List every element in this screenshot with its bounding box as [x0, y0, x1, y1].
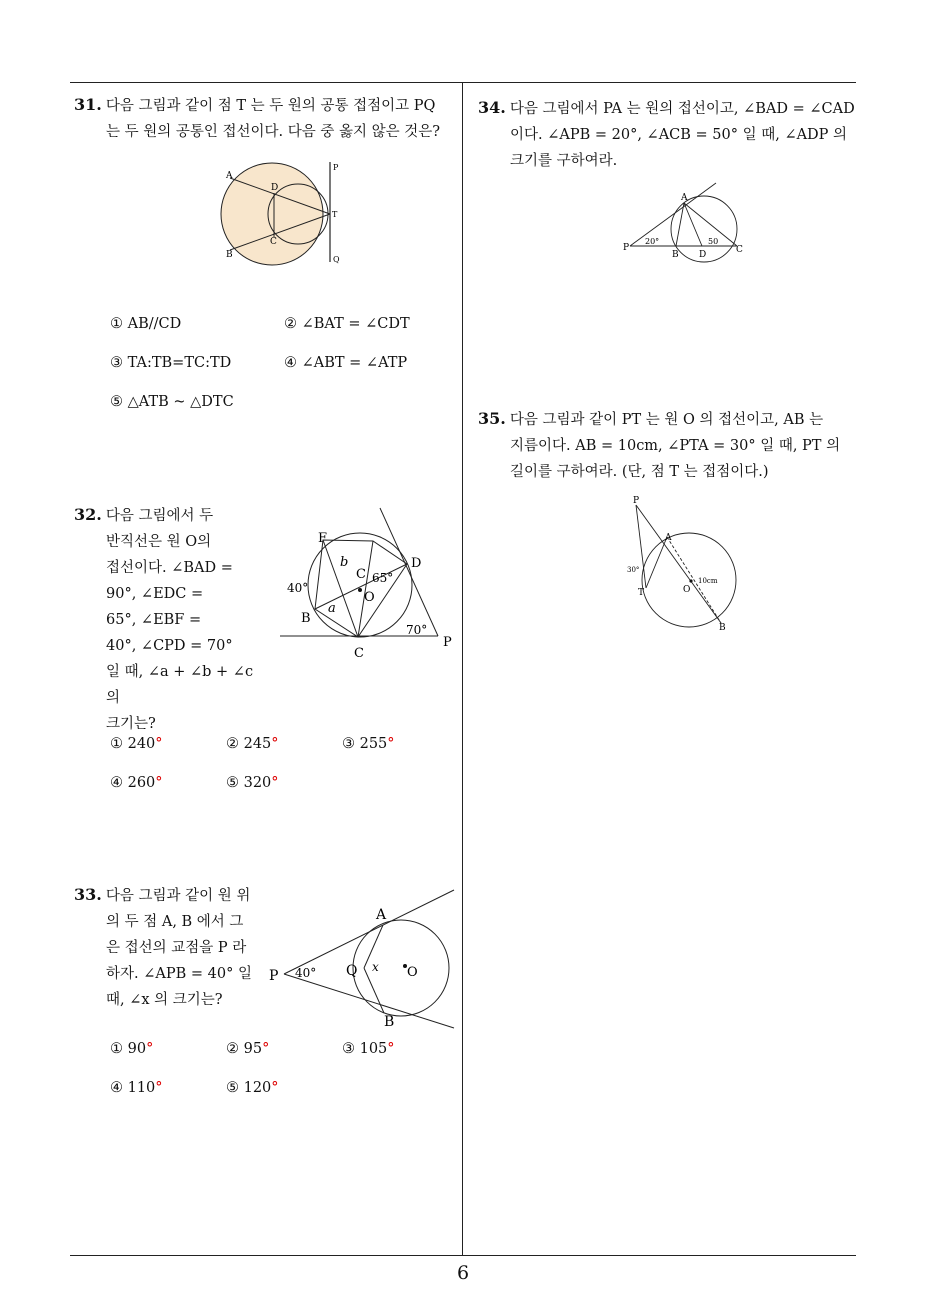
q35-label-P: P [633, 496, 640, 506]
q32-label-O: O [364, 590, 375, 605]
q35-label-30: 30° [627, 566, 640, 574]
degree-mark: ° [155, 1080, 163, 1096]
q32-option-4[interactable]: ④ 260° [110, 775, 163, 791]
q35-label-T: T [638, 588, 645, 598]
degree-mark: ° [387, 1041, 395, 1057]
top-rule [70, 82, 856, 83]
q32-label-P: P [443, 635, 452, 650]
q32-option-1[interactable]: ① 240° [110, 736, 163, 752]
q31-option-3[interactable]: ③ TA:TB=TC:TD [110, 355, 232, 371]
q33-label-O: O [407, 965, 418, 980]
q34-label-D: D [699, 250, 707, 260]
q31-option-5[interactable]: ⑤ △ATB ~ △DTC [110, 394, 234, 410]
degree-mark: ° [146, 1041, 154, 1057]
column-divider [462, 82, 463, 1256]
q31-line2: 는 두 원의 공통인 접선이다. 다음 중 옳지 않은 것은? [106, 124, 441, 140]
q32-number: 32. [74, 505, 102, 524]
q32-label-40: 40° [287, 581, 309, 595]
q32-label-B: B [301, 611, 311, 626]
q32-option-2[interactable]: ② 245° [226, 736, 279, 752]
degree-mark: ° [271, 775, 279, 791]
q33-option-2[interactable]: ② 95° [226, 1041, 270, 1057]
q31-label-Q: Q [333, 255, 340, 264]
q31-label-P: P [333, 163, 339, 172]
page-number: 6 [456, 1262, 470, 1284]
q32-label-C-lower: C [354, 646, 364, 661]
q32-label-b: b [340, 555, 349, 570]
degree-mark: ° [387, 736, 395, 752]
q33-label-40: 40° [295, 966, 317, 980]
question-35: 35. 다음 그림과 같이 PT 는 원 O 의 접선이고, AB 는 지름이다. AB = 10cm, ∠PTA = 30° 일 때, PT 의 길이를 구하여라. (단, 점 T 는 접점이다.) [478, 409, 841, 480]
q32-option-5[interactable]: ⑤ 320° [226, 775, 279, 791]
q31-option-1[interactable]: ① AB//CD [110, 316, 182, 332]
question-31 [74, 92, 458, 145]
q31-label-D: D [271, 183, 279, 193]
q31-number: 31. [74, 95, 102, 114]
q33-label-B: B [384, 1014, 395, 1030]
degree-mark: ° [262, 1041, 270, 1057]
q33-label-Q: Q [346, 963, 358, 979]
question-34: 34. 다음 그림에서 PA 는 원의 접선이고, ∠BAD = ∠CAD 이다. ∠APB = 20°, ∠ACB = 50° 일 때, ∠ADP 의 크기를 구하여라. [478, 98, 855, 169]
q35-label-A: A [665, 533, 672, 543]
degree-mark: ° [155, 736, 163, 752]
degree-mark: ° [271, 736, 279, 752]
q34-figure [620, 180, 746, 260]
q33-figure [266, 888, 458, 1030]
q34-label-B: B [672, 250, 679, 260]
q33-option-1[interactable]: ① 90° [110, 1041, 154, 1057]
bottom-rule [70, 1255, 856, 1256]
q34-label-P: P [623, 243, 630, 253]
q34-label-50: 50 [708, 237, 719, 246]
q31-label-C: C [270, 237, 277, 247]
q32-label-C-upper: C [356, 567, 366, 582]
q35-number: 35. [478, 409, 506, 428]
q33-label-A: A [376, 907, 387, 923]
q33-label-P: P [269, 968, 279, 984]
q33-option-4[interactable]: ④ 110° [110, 1080, 163, 1096]
q35-label-B: B [719, 623, 726, 633]
q33-label-x: x [372, 960, 379, 974]
q34-label-A: A [681, 193, 688, 203]
q31-label-T: T [332, 210, 338, 219]
q35-label-O: O [683, 585, 691, 595]
q32-label-a: a [328, 601, 336, 616]
q34-label-C: C [736, 245, 743, 255]
q32-figure [278, 508, 458, 661]
q32-label-70: 70° [406, 623, 428, 637]
q31-figure [215, 158, 355, 268]
q35-label-10cm: 10cm [698, 577, 718, 585]
q33-number: 33. [74, 885, 102, 904]
q31-option-2[interactable]: ② ∠BAT = ∠CDT [284, 316, 410, 332]
q34-number: 34. [478, 98, 506, 117]
q32-label-65: 65° [372, 571, 394, 585]
q34-label-20: 20° [645, 237, 660, 246]
q31-label-A: A [226, 171, 233, 181]
q35-figure [625, 495, 745, 635]
degree-mark: ° [271, 1080, 279, 1096]
q32-option-3[interactable]: ③ 255° [342, 736, 395, 752]
question-32: 32. 다음 그림에서 두 반직선은 원 O의 접선이다. ∠BAD = 90°, ∠EDC = 65°, ∠EBF = 40°, ∠CPD = 70° 일 때, ∠a + ∠b + ∠c 의 크기는? [74, 505, 254, 732]
q31-line1: 31. 다음 그림과 같이 점 T 는 두 원의 공통 접점이고 PQ [74, 95, 436, 114]
q33-option-3[interactable]: ③ 105° [342, 1041, 395, 1057]
q32-label-F: F [318, 531, 328, 546]
q32-label-D: D [411, 556, 422, 571]
degree-mark: ° [155, 775, 163, 791]
q31-option-4[interactable]: ④ ∠ABT = ∠ATP [284, 355, 408, 371]
question-33: 33. 다음 그림과 같이 원 위 의 두 점 A, B 에서 그 은 접선의 교점을 P 라 하자. ∠APB = 40° 일 때, ∠x 의 크기는? [74, 885, 252, 1008]
q33-option-5[interactable]: ⑤ 120° [226, 1080, 279, 1096]
q31-label-B: B [226, 250, 233, 260]
